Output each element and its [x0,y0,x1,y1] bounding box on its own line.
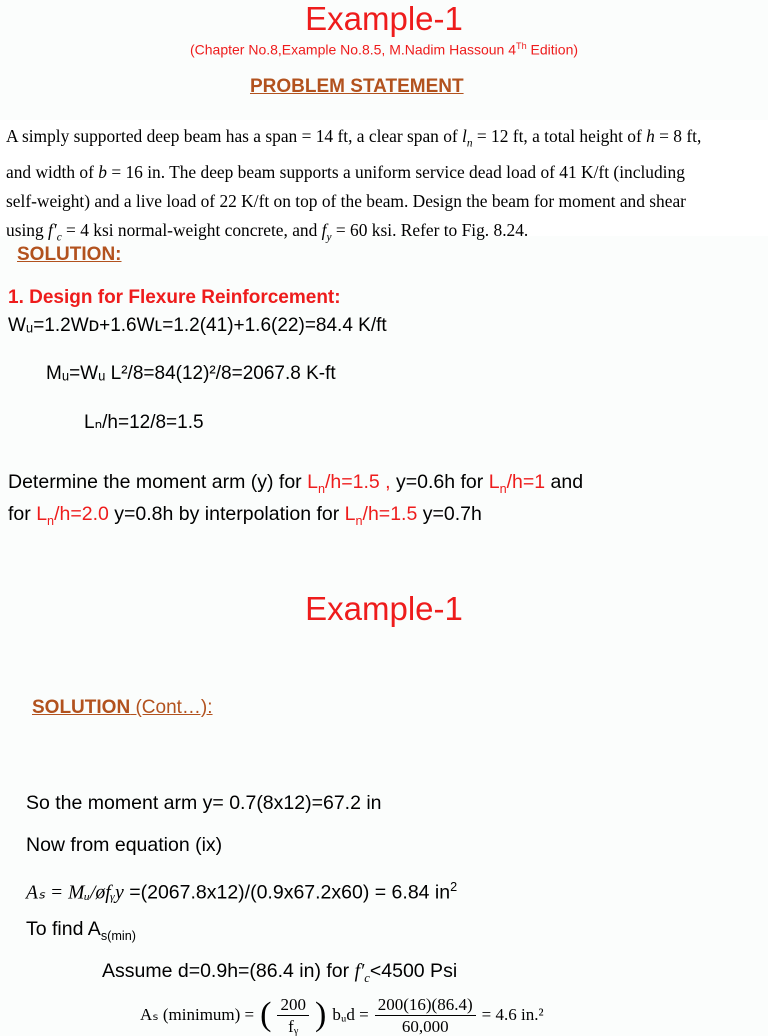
eq-factored-load: Wᵤ=1.2Wᴅ+1.6Wʟ=1.2(41)+1.6(22)=84.4 K/ft [8,315,387,336]
find-asmin-line: To find $A_{s(min)}$ [26,918,136,943]
problem-statement-heading: PROBLEM STATEMENT [250,76,464,97]
slide1-title: Example-1 [305,0,463,37]
moment-arm-text-line2: for $L_n/h=2.0$ y=0.8h by interpolation for $L_n/h=1.5$ y=0.7h [8,503,482,528]
steel-area-formula: Aₛ = Mᵤ/øfᵧy =(2067.8x12)/(0.9x67.2x60) = 6.84 $in^2$ [26,880,458,904]
eq-factored-moment: Mᵤ=Wᵤ L²/8=84(12)²/8=2067.8 K-ft [46,363,336,384]
moment-arm-text-line1: Determine the moment arm (y) for $L_n/h=1.5$ , y=0.6h for $L_n/h=1$ and [8,471,584,496]
step1-heading: 1. Design for Flexure Reinforcement: [8,287,341,308]
assume-depth-line: Assume d=0.9h=(86.4 in) for $f'_c<4500$ Psi [102,960,458,985]
equation-reference-line: Now from equation (ix) [26,834,223,856]
solution-cont-label: SOLUTION (Cont…): [32,697,213,718]
problem-statement-text: A simply supported deep beam has a span = 14 ft, a clear span of $l_n = 12$ ft, a total height of h = 8 ft, and width of b = 16 in. The deep beam supports a uniform service dead load of 41 K/ft (including self-weight) and a live load of 22 K/ft on top of the beam. Design the beam for moment and shear using $f'_c = 4$ ksi normal-weight concrete, and $f_y = 60$ ksi. Refer to Fig. 8.24. [0,120,768,236]
moment-arm-line: So the moment arm y= 0.7(8x12)=67.2 in [26,792,382,814]
solution-label: SOLUTION: [17,244,122,265]
eq-span-depth-ratio: Lₙ/h=12/8=1.5 [84,412,204,433]
slide2-title: Example-1 [305,590,463,627]
slide1-subtitle: (Chapter No.8,Example No.8.5, M.Nadim Hassoun 4Th Edition) [189,41,579,58]
min-steel-formula: Aₛ (minimum) = ( $\frac{200}{\text{fᵧ}}$ ) bᵤd = $\frac{200(16)(86.4)}{60,000}$ = 4.6 in.² [140,994,544,1036]
